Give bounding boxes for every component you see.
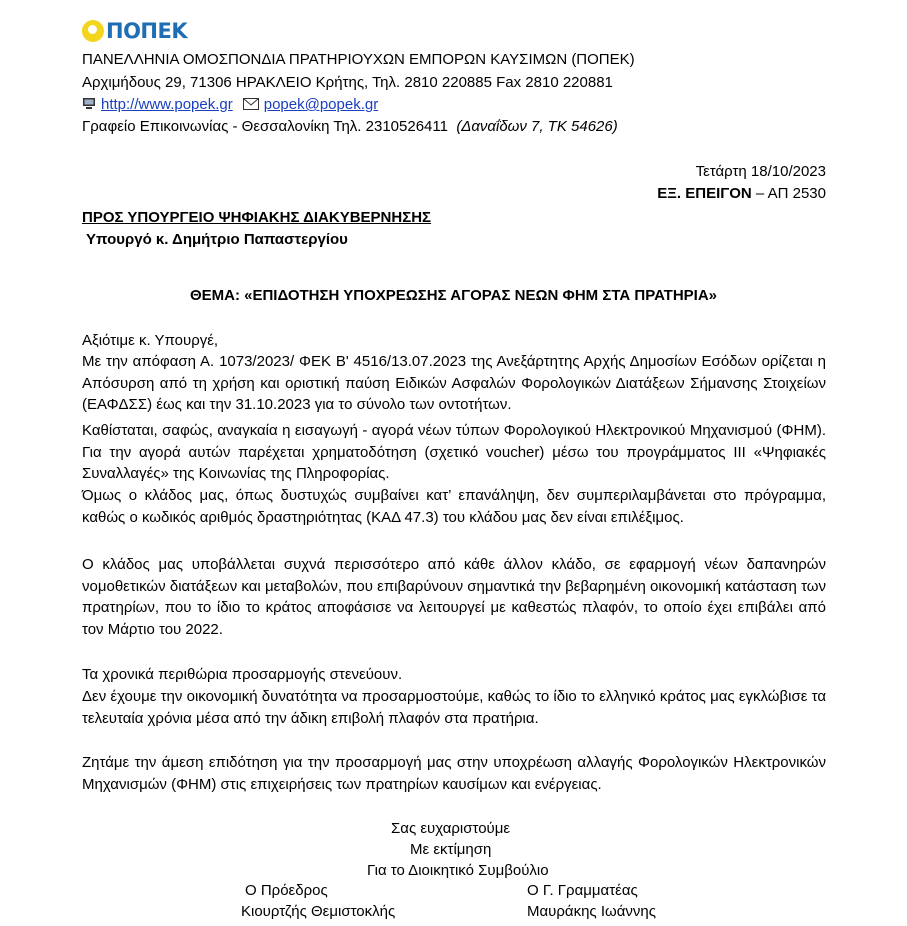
paragraph-6: Δεν έχουμε την οικονομική δυνατότητα να προσαρμοστούμε, καθώς το ίδιο το ελληνικό κράτος μας εγκλώβισε τα τελευταία χρόνια μέσα από την άδικη επιβολή πλαφόν στα πρατήρια. [82, 688, 826, 727]
org-address: Αρχιμήδους 29, 71306 ΗΡΑΚΛΕΙΟ Κρήτης, Τηλ. 2810 220885 Fax 2810 220881 [82, 74, 613, 91]
computer-icon [82, 97, 96, 110]
paragraph-5: Τα χρονικά περιθώρια προσαρμογής στενεύουν. [82, 666, 403, 683]
office-phone: Γραφείο Επικοινωνίας - Θεσσαλονίκη Τηλ. 2310526411 [82, 118, 448, 135]
secretary-name: Μαυράκης Ιωάννης [527, 903, 656, 920]
website-link[interactable]: http://www.popek.gr [101, 96, 233, 113]
president-title: Ο Πρόεδρος [245, 882, 328, 899]
office-line [82, 116, 618, 137]
logo-text: ΠΟΠΕΚ [106, 19, 188, 43]
protocol-line [657, 183, 826, 204]
paragraph-7: Ζητάμε την άμεση επιδότηση για την προσαρμογή μας στην υποχρέωση αλλαγής Φορολογικών Ηλεκτρονικών Μηχανισμών (ΦΗΜ) στις επιχειρήσεις των πρατηρίων καυσίμων και ενέργειας. [82, 754, 826, 793]
paragraph-4: Ο κλάδος μας υποβάλλεται συχνά περισσότερο από κάθε άλλον κλάδο, σε εφαρμογή νέων δαπανηρών νομοθετικών διατάξεων και μεταβολών, που επιβαρύνουν σημαντικά την βεβαρημένη οικονομική κατάσταση των πρατηρίων, που το ίδιο το κράτος αποφάσισε να λειτουργεί με καθεστώς πλαφόν, το οποίο έχει επιβάλει από τον Μάρτιο του 2022. [82, 556, 826, 638]
secretary-title: Ο Γ. Γραμματέας [527, 882, 638, 899]
office-address: (Δαναΐδων 7, ΤΚ 54626) [456, 118, 618, 135]
subject-line: ΘΕΜΑ: «ΕΠΙΔΟΤΗΣΗ ΥΠΟΧΡΕΩΣΗΣ ΑΓΟΡΑΣ ΝΕΩΝ ΦΗΜ ΣΤΑ ΠΡΑΤΗΡΙΑ» [189, 287, 718, 304]
recipient-minister: Υπουργό κ. Δημήτριο Παπαστεργίου [86, 231, 348, 248]
org-name: ΠΑΝΕΛΛΗΝΙΑ ΟΜΟΣΠΟΝΔΙΑ ΠΡΑΤΗΡΙΟΥΧΩΝ ΕΜΠΟΡΩΝ ΚΑΥΣΙΜΩΝ (ΠΟΠΕΚ) [82, 51, 635, 68]
paragraph-3: Όμως ο κλάδος μας, όπως δυστυχώς συμβαίνει κατ’ επανάληψη, δεν συμπεριλαμβάνεται στο πρόγραμμα, καθώς ο κωδικός αριθμός δραστηριότητας (ΚΑΔ 47.3) του κλάδου μας δεν είναι επιλέξιμος. [82, 487, 826, 526]
popek-logo [82, 18, 187, 44]
recipient-ministry: ΠΡΟΣ ΥΠΟΥΡΓΕΙΟ ΨΗΦΙΑΚΗΣ ΔΙΑΚΥΒΕΡΝΗΣΗΣ [82, 209, 432, 226]
envelope-icon [243, 98, 259, 110]
paragraph-1: Με την απόφαση Α. 1073/2023/ ΦΕΚ Β' 4516/13.07.2023 της Ανεξάρτητης Αρχής Δημοσίων Εσόδων ορίζεται η Απόσυρση από τη χρήση και οριστική παύση Ειδικών Ασφαλών Φορολογικών Διατάξεων Σήμανσης Στοιχείων (ΕΑΦΔΣΣ) έως και την 31.10.2023 για το σύνολο των οντοτήτων. [82, 353, 826, 413]
closing-regards: Με εκτίμηση [410, 841, 492, 858]
salutation: Αξιότιμε κ. Υπουργέ, [82, 332, 219, 349]
protocol-number: – ΑΠ 2530 [751, 185, 826, 202]
logo-mark-icon [82, 20, 104, 42]
president-name: Κιουρτζής Θεμιστοκλής [241, 903, 396, 920]
contact-links [82, 94, 378, 115]
paragraph-2: Καθίσταται, σαφώς, αναγκαία η εισαγωγή - αγορά νέων τύπων Φορολογικού Ηλεκτρονικού Μηχανισμού (ΦΗΜ). Για την αγορά αυτών παρέχεται χρηματοδότηση (σχετικό voucher) μέσω του προγράμματος ΙΙΙ «Ψηφιακές Συναλλαγές» της Κοινωνίας της Πληροφορίας. [82, 422, 826, 482]
closing-thanks: Σας ευχαριστούμε [391, 820, 511, 837]
urgent-label: ΕΞ. ΕΠΕΙΓΟΝ [657, 185, 752, 202]
closing-board: Για το Διοικητικό Συμβούλιο [367, 862, 549, 879]
date-line: Τετάρτη 18/10/2023 [695, 163, 826, 180]
email-link[interactable]: popek@popek.gr [263, 96, 379, 113]
